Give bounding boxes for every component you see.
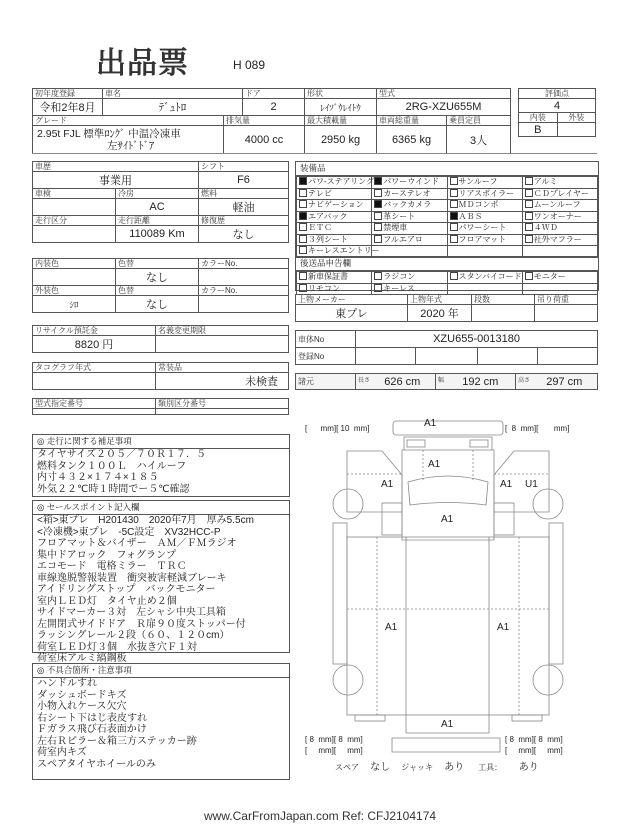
wheel-front-left — [333, 489, 363, 519]
spare-row — [335, 758, 539, 773]
note-line: フロアマット＆バイザー ＡＭ／ＦＭラジオ — [37, 538, 237, 549]
windshield-shape — [408, 476, 488, 505]
item-label: 禁煙車 — [383, 223, 408, 232]
interior-grade: B — [519, 123, 558, 137]
label: 冷房 — [116, 189, 199, 199]
label: 型式 — [377, 89, 511, 99]
damage-mark: A1 — [381, 479, 394, 490]
label: 車名 — [103, 89, 243, 99]
label: 形状 — [305, 89, 377, 99]
item-label: リアスポイラー — [458, 188, 515, 198]
label: 吊り荷重 — [535, 295, 598, 305]
label: 色替 — [116, 286, 199, 296]
item-label: アルミ — [533, 177, 558, 186]
side-skirt-right — [549, 523, 563, 664]
item-label: モニター — [533, 272, 566, 281]
gross-weight: 6365 kg — [377, 126, 447, 154]
label: 評価点 — [519, 89, 596, 99]
mirror-right — [494, 503, 514, 535]
note-line: <冷凍機>東プレ -5C設定 XV32HCC-P — [37, 526, 221, 538]
lot-number: H 089 — [233, 58, 266, 72]
rear-bumper-shape — [392, 738, 500, 752]
label: 車検 — [33, 189, 116, 199]
damage-mark: A1 — [428, 459, 441, 470]
doors: 2 — [243, 99, 305, 116]
note-line: 燃料タンク１００Ｌ ハイルーフ — [37, 460, 187, 472]
capacity: 3人 — [447, 126, 511, 154]
note-line: 外気２２℃時１時間でー５℃確認 — [37, 483, 190, 495]
tread-depth: [ 8 mm][ mm] — [505, 424, 570, 433]
item-label: エアバック — [308, 211, 348, 221]
note-line: 荷室床アルミ縞鋼板 — [37, 653, 127, 664]
model-code: 2RG-XZU655M — [377, 99, 511, 116]
item-label: ＭＤコンポ — [458, 200, 499, 209]
note-line: エコモード 電格ミラー ＴＲＣ — [37, 561, 187, 572]
item-label: 革シート — [383, 211, 416, 221]
label: 修復歴 — [199, 216, 289, 226]
later-items-title: 後送品申告欄 — [296, 257, 598, 271]
damage-mark: A1 — [424, 418, 437, 429]
fuel: 軽油 — [199, 199, 289, 216]
label: 段数 — [472, 295, 535, 305]
item-label: ムーンルーフ — [533, 200, 581, 209]
item-label: 新車保証書 — [308, 272, 348, 281]
label: 車歴 — [33, 162, 199, 172]
item-label: キーレスエントリー — [308, 246, 380, 255]
note-line: 右シート下はじ表皮すれ — [37, 712, 147, 724]
first-registration: 令和2年8月 — [33, 99, 103, 116]
note-line: アイドリングストップ バックモニター — [37, 584, 216, 595]
label: 走行区分 — [33, 216, 116, 226]
tread-depth: [ 8 mm][ 8 mm] — [505, 735, 563, 744]
item-label: パワーシート — [458, 223, 507, 232]
label: 色替 — [116, 259, 199, 269]
item-label: パワーウインド — [383, 177, 440, 186]
damage-mark: A1 — [441, 514, 454, 525]
displacement: 4000 cc — [224, 126, 305, 154]
label: 諸元 — [296, 374, 356, 390]
spare-label: スペア — [335, 763, 359, 772]
note-line: 小物入れケース欠穴 — [37, 701, 127, 712]
spare-value: なし — [370, 762, 391, 773]
note-line: 荷室内キズ — [37, 747, 87, 758]
air-conditioning: AC — [116, 199, 199, 216]
sales-points-title: ◎ セールスポイント記入欄 — [33, 501, 289, 515]
grade-line: 2.95t FJL 標準ﾛﾝｸﾞ 中温冷凍車 — [37, 127, 181, 140]
exterior-color: ｼﾛ — [33, 296, 116, 313]
label: 車両総重量 — [377, 116, 447, 126]
label: 乗員定員 — [447, 116, 511, 126]
tread-depth: [ mm][ mm] — [505, 746, 563, 755]
label: 幅 — [436, 374, 446, 390]
exterior-color-change: なし — [116, 296, 199, 313]
label: 内装色 — [33, 259, 116, 269]
label: 走行距離 — [116, 216, 199, 226]
repair-history: なし — [199, 226, 289, 243]
label: 燃料 — [199, 189, 289, 199]
label: 排気量 — [224, 116, 305, 126]
damage-mark: U1 — [525, 479, 538, 490]
watermark: www.CarFromJapan.com Ref: CFJ2104174 — [203, 809, 437, 823]
recycle-deposit: 8820 円 — [33, 336, 156, 353]
damage-mark: A1 — [500, 479, 513, 490]
item-label: ３列シート — [308, 234, 348, 244]
max-load: 2950 kg — [305, 126, 377, 154]
label: タコグラフ年式 — [33, 363, 156, 373]
label: カラーNo. — [199, 286, 289, 296]
item-label: フルエアロ — [383, 234, 423, 244]
defects-title: ◎ 不具合箇所・注意事項 — [33, 664, 289, 678]
item-label: バックカメラ — [383, 200, 432, 209]
item-label: ＡＢＳ — [458, 211, 483, 221]
equipment-title: 装備品 — [296, 162, 598, 176]
note-line: ハンドルすれ — [37, 678, 97, 689]
label: 長さ — [356, 374, 370, 390]
item-label: ワンオーナー — [533, 211, 582, 221]
damage-mark: A1 — [497, 622, 510, 633]
running-notes-title: ◎ 走行に関する補足事項 — [33, 435, 289, 449]
wheel-front-right — [533, 489, 563, 519]
item-label: ４ＷＤ — [533, 223, 558, 232]
label: 高さ — [516, 374, 532, 390]
label: ドア — [243, 89, 305, 99]
tools-label: 工具： — [478, 763, 503, 772]
note-line: 左右Ｒピラー＆箱三方ステッカー跡 — [37, 735, 197, 747]
item-label: カーステレオ — [383, 188, 431, 198]
body-maker: 東プレ — [296, 305, 408, 322]
item-label: リモコン — [308, 283, 340, 293]
note-line: Ｆガラス飛び石表面かけ — [37, 724, 147, 735]
standard-equipment: 未検査 — [156, 373, 289, 390]
note-line: サイドマーカー３対 左シャシ中央工具箱 — [37, 607, 226, 618]
label: リサイクル預託金 — [33, 326, 156, 336]
note-line: ラッシングレール２段（６０、１２０cm） — [37, 630, 230, 641]
width: 192 cm — [446, 374, 516, 390]
headlight-right — [470, 440, 488, 447]
usage: 事業用 — [33, 172, 199, 189]
item-label: テレビ — [308, 188, 332, 198]
label: 外装 — [557, 113, 596, 123]
note-line: 室内ＬＥＤ灯 タイヤ止め２個 — [37, 595, 177, 607]
note-line: スペアタイヤホイールのみ — [37, 758, 156, 770]
side-skirt-left — [333, 523, 347, 664]
note-line: 荷室ＬＥＤ灯３個 水抜き穴Ｆ１対 — [37, 641, 197, 653]
note-line: 車線逸脱警報装置 衝突被害軽減ブレーキ — [37, 572, 227, 584]
label: 型式指定番号 — [33, 399, 156, 409]
item-label: ナビゲーション — [308, 200, 364, 209]
item-label: パワ-ステアリング — [308, 177, 375, 186]
item-label: ラジコン — [383, 272, 416, 281]
grade-line: 左ｻｲﾄﾞﾄﾞｱ — [107, 139, 155, 152]
tread-depth: [ mm][ mm] — [305, 746, 363, 755]
note-line: <箱>東プレ H201430 2020年7月 厚み5.5cm — [37, 515, 254, 526]
front-bumper-shape — [393, 421, 503, 435]
label: 上物メーカー — [296, 295, 408, 305]
note-line: 集中ドアロック フォグランプ — [37, 549, 176, 561]
label: 名義変更期限 — [156, 326, 289, 336]
label: 内装 — [519, 113, 558, 123]
label: カラーNo. — [199, 259, 289, 269]
item-label: ＣＤプレイヤー — [533, 188, 590, 198]
label: 常装品 — [156, 363, 289, 373]
jack-value: あり — [444, 762, 465, 773]
mileage: 110089 Km — [116, 226, 199, 243]
item-label: サンルーフ — [458, 177, 498, 186]
item-label: フロアマット — [458, 234, 507, 244]
label: 外装色 — [33, 286, 116, 296]
damage-mark: A1 — [441, 719, 454, 730]
body-year: 2020 年 — [408, 305, 472, 322]
chassis-number: XZU655-0013180 — [356, 331, 598, 348]
tread-depth: [ mm][ 10 mm] — [305, 424, 370, 433]
tools-value: あり — [518, 762, 539, 773]
item-label: キーレス — [383, 283, 415, 293]
length: 626 cm — [370, 374, 436, 390]
note-line: タイヤサイズ２０５／７０Ｒ１７．５ — [37, 449, 206, 460]
rating-score: 4 — [519, 99, 596, 113]
mirror-left — [382, 503, 402, 535]
label: 登録No — [296, 348, 356, 365]
height: 297 cm — [532, 374, 598, 390]
wheel-rear-right — [533, 665, 563, 695]
car-name: ﾃﾞｭﾄﾛ — [103, 99, 243, 116]
item-label: ＥＴＣ — [308, 223, 332, 232]
page-title: 出品票 — [96, 47, 189, 80]
headlight-left — [407, 440, 425, 447]
item-label: 社外マフラー — [533, 234, 582, 244]
item-label: スタンバイコード — [458, 272, 522, 281]
label: 最大積載量 — [305, 116, 377, 126]
note-line: 内寸４３２×１７４×１８５ — [37, 472, 159, 483]
label: 初年度登録 — [33, 89, 103, 99]
label: 車体No — [296, 331, 356, 348]
jack-label: ジャッキ — [401, 763, 434, 772]
label: 上物年式 — [408, 295, 472, 305]
label: 類別区分番号 — [156, 399, 289, 409]
label: グレード — [33, 116, 224, 126]
interior-color-change: なし — [116, 269, 199, 286]
tread-depth: [ 8 mm][ 8 mm] — [305, 735, 363, 744]
note-line: ダッシュボードキズ — [37, 689, 127, 701]
label: シフト — [199, 162, 289, 172]
damage-mark: A1 — [385, 622, 398, 633]
body-shape: ﾚｲｿﾞｳﾚｲﾄｳ — [305, 99, 377, 116]
wheel-rear-left — [333, 665, 363, 695]
shift: F6 — [199, 172, 289, 189]
note-line: 左開閉式サイドドア Ｒ扉９０度ストッパー付 — [37, 618, 246, 630]
